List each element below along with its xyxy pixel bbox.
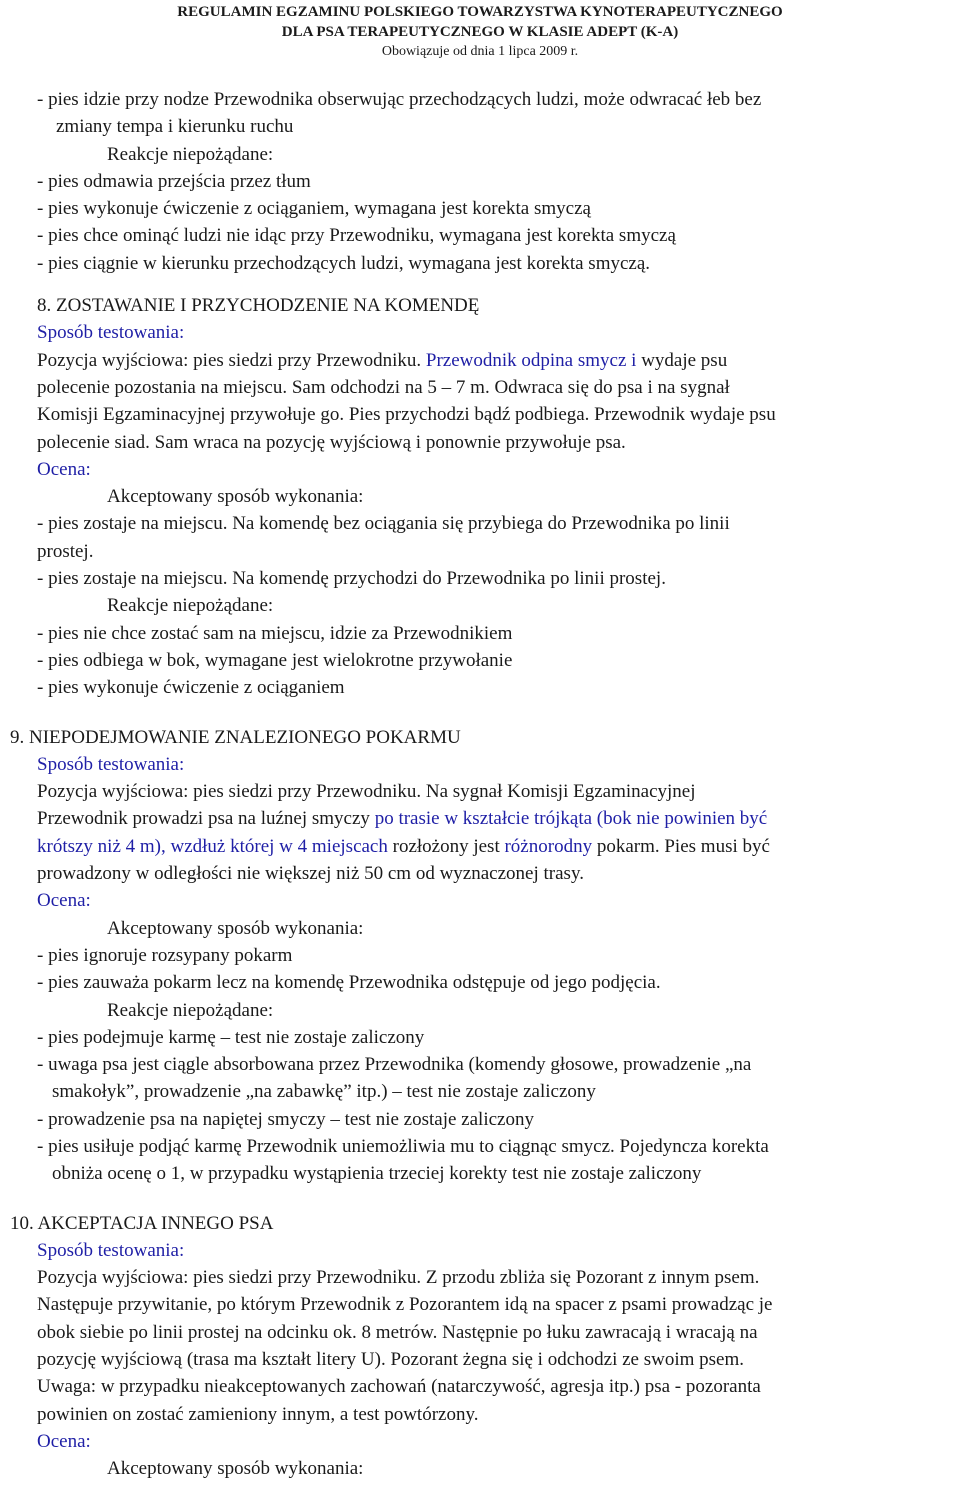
highlighted-text: po trasie w kształcie trójkąta (bok nie powinien być — [374, 808, 768, 830]
list-item: - pies ignoruje rozsypany pokarm — [37, 944, 293, 966]
list-item: - pies zauważa pokarm lecz na komendę Przewodnika odstępuje od jego podjęcia. — [37, 972, 661, 994]
highlighted-text: Przewodnik odpina smycz i — [425, 349, 637, 371]
text-line: Pozycja wyjściowa: pies siedzi przy Przewodniku. Z przodu zbliża się Pozorant z innym psem. — [37, 1267, 760, 1289]
text-span: Przewodnik prowadzi psa na luźnej smyczy — [37, 808, 375, 830]
subheading-ocena: Ocena: — [37, 458, 91, 480]
text-line: Pozycja wyjściowa: pies siedzi przy Przewodniku. Na sygnał Komisji Egzaminacyjnej — [37, 781, 696, 803]
text-line — [0, 833, 960, 860]
header-subtitle: DLA PSA TERAPEUTYCZNEGO W KLASIE ADEPT (K-A) — [281, 24, 679, 40]
highlighted-text: różnorodny — [504, 835, 593, 857]
subheading-reakcje: Reakcje niepożądane: — [107, 999, 274, 1021]
text-line — [0, 347, 960, 374]
text-span: Pozycja wyjściowa: pies siedzi przy Przewodniku. — [37, 349, 426, 371]
text-span: wydaje psu — [636, 349, 728, 371]
text-line: smakołyk”, prowadzenie „na zabawkę” itp.) – test nie zostaje zaliczony — [52, 1081, 596, 1103]
document-header — [0, 2, 960, 62]
subheading-akceptowany: Akceptowany sposób wykonania: — [107, 486, 364, 508]
text-line: polecenie pozostania na miejscu. Sam odchodzi na 5 – 7 m. Odwraca się do psa i na sygnał — [37, 376, 730, 398]
list-item: - pies wykonuje ćwiczenie z ociąganiem — [37, 677, 345, 699]
list-item: - pies wykonuje ćwiczenie z ociąganiem, wymagana jest korekta smyczą — [37, 198, 591, 220]
subheading-akceptowany: Akceptowany sposób wykonania: — [107, 1458, 364, 1480]
text-line: Komisji Egzaminacyjnej przywołuje go. Pies przychodzi bądź podbiega. Przewodnik wydaje psu — [37, 404, 776, 426]
list-item: - pies podejmuje karmę – test nie zostaje zaliczony — [37, 1026, 425, 1048]
text-span: pokarm. Pies musi być — [592, 835, 770, 857]
list-item: - pies odbiega w bok, wymagane jest wielokrotne przywołanie — [37, 649, 513, 671]
text-line: Uwaga: w przypadku nieakceptowanych zachowań (natarczywość, agresja itp.) psa - pozoranta — [37, 1376, 761, 1398]
list-item: - pies ciągnie w kierunku przechodzących ludzi, wymagana jest korekta smyczą. — [37, 252, 651, 274]
document-body — [0, 86, 960, 1483]
subheading-sposob: Sposób testowania: — [37, 1239, 185, 1261]
list-item: - uwaga psa jest ciągle absorbowana przez Przewodnika (komendy głosowe, prowadzenie „na — [37, 1054, 752, 1076]
text-line: obniża ocenę o 1, w przypadku wystąpienia trzeciej korekty test nie zostaje zaliczony — [52, 1163, 702, 1185]
text-line: obok siebie po linii prostej na odcinku ok. 8 metrów. Następnie po łuku zawracają i wracają na — [37, 1321, 758, 1343]
list-item: - pies odmawia przejścia przez tłum — [37, 170, 311, 192]
section-9-title: 9. NIEPODEJMOWANIE ZNALEZIONEGO POKARMU — [10, 726, 461, 748]
highlighted-text: krótszy niż 4 m), wzdłuż której w 4 miejscach — [37, 835, 388, 857]
text-span: rozłożony jest — [387, 835, 505, 857]
text-line — [0, 805, 960, 832]
list-item: - pies nie chce zostać sam na miejscu, idzie za Przewodnikiem — [37, 622, 513, 644]
subheading-reakcje: Reakcje niepożądane: — [107, 595, 274, 617]
list-item: - pies chce ominąć ludzi nie idąc przy Przewodniku, wymagana jest korekta smyczą — [37, 225, 676, 247]
header-title: REGULAMIN EGZAMINU POLSKIEGO TOWARZYSTWA KYNOTERAPEUTYCZNEGO — [177, 4, 783, 20]
list-item: - pies usiłuje podjąć karmę Przewodnik uniemożliwia mu to ciągnąc smycz. Pojedyncza korekta — [37, 1135, 769, 1157]
text-line: prostej. — [37, 540, 94, 562]
text-line: zmiany tempa i kierunku ruchu — [56, 116, 294, 138]
list-item: - pies zostaje na miejscu. Na komendę bez ociągania się przybiega do Przewodnika po linii — [37, 513, 730, 535]
subheading-sposob: Sposób testowania: — [37, 322, 185, 344]
subheading-reakcje: Reakcje niepożądane: — [107, 143, 274, 165]
list-item: - prowadzenie psa na napiętej smyczy – test nie zostaje zaliczony — [37, 1108, 534, 1130]
text-line: Następuje przywitanie, po którym Przewodnik z Pozorantem idą na spacer z psami prowadząc je — [37, 1294, 773, 1316]
text-line: powinien on zostać zamieniony innym, a test powtórzony. — [37, 1403, 479, 1425]
text-line: polecenie siad. Sam wraca na pozycję wyjściową i ponownie przywołuje psa. — [37, 431, 626, 453]
header-effective-date: Obowiązuje od dnia 1 lipca 2009 r. — [381, 44, 579, 59]
text-line: prowadzony w odległości nie większej niż 50 cm od wyznaczonej trasy. — [37, 863, 584, 885]
subheading-ocena: Ocena: — [37, 890, 91, 912]
subheading-sposob: Sposób testowania: — [37, 753, 185, 775]
section-8-title: 8. ZOSTAWANIE I PRZYCHODZENIE NA KOMENDĘ — [37, 295, 480, 317]
subheading-akceptowany: Akceptowany sposób wykonania: — [107, 917, 364, 939]
list-item: - pies zostaje na miejscu. Na komendę przychodzi do Przewodnika po linii prostej. — [37, 568, 666, 590]
subheading-ocena: Ocena: — [37, 1430, 91, 1452]
section-10-title: 10. AKCEPTACJA INNEGO PSA — [10, 1212, 274, 1234]
text-line: pozycję wyjściową (trasa ma kształt litery U). Pozorant żegna się i odchodzi ze swoim psem. — [37, 1349, 744, 1371]
text-line: - pies idzie przy nodze Przewodnika obserwując przechodzących ludzi, może odwracać łeb bez — [37, 89, 762, 110]
